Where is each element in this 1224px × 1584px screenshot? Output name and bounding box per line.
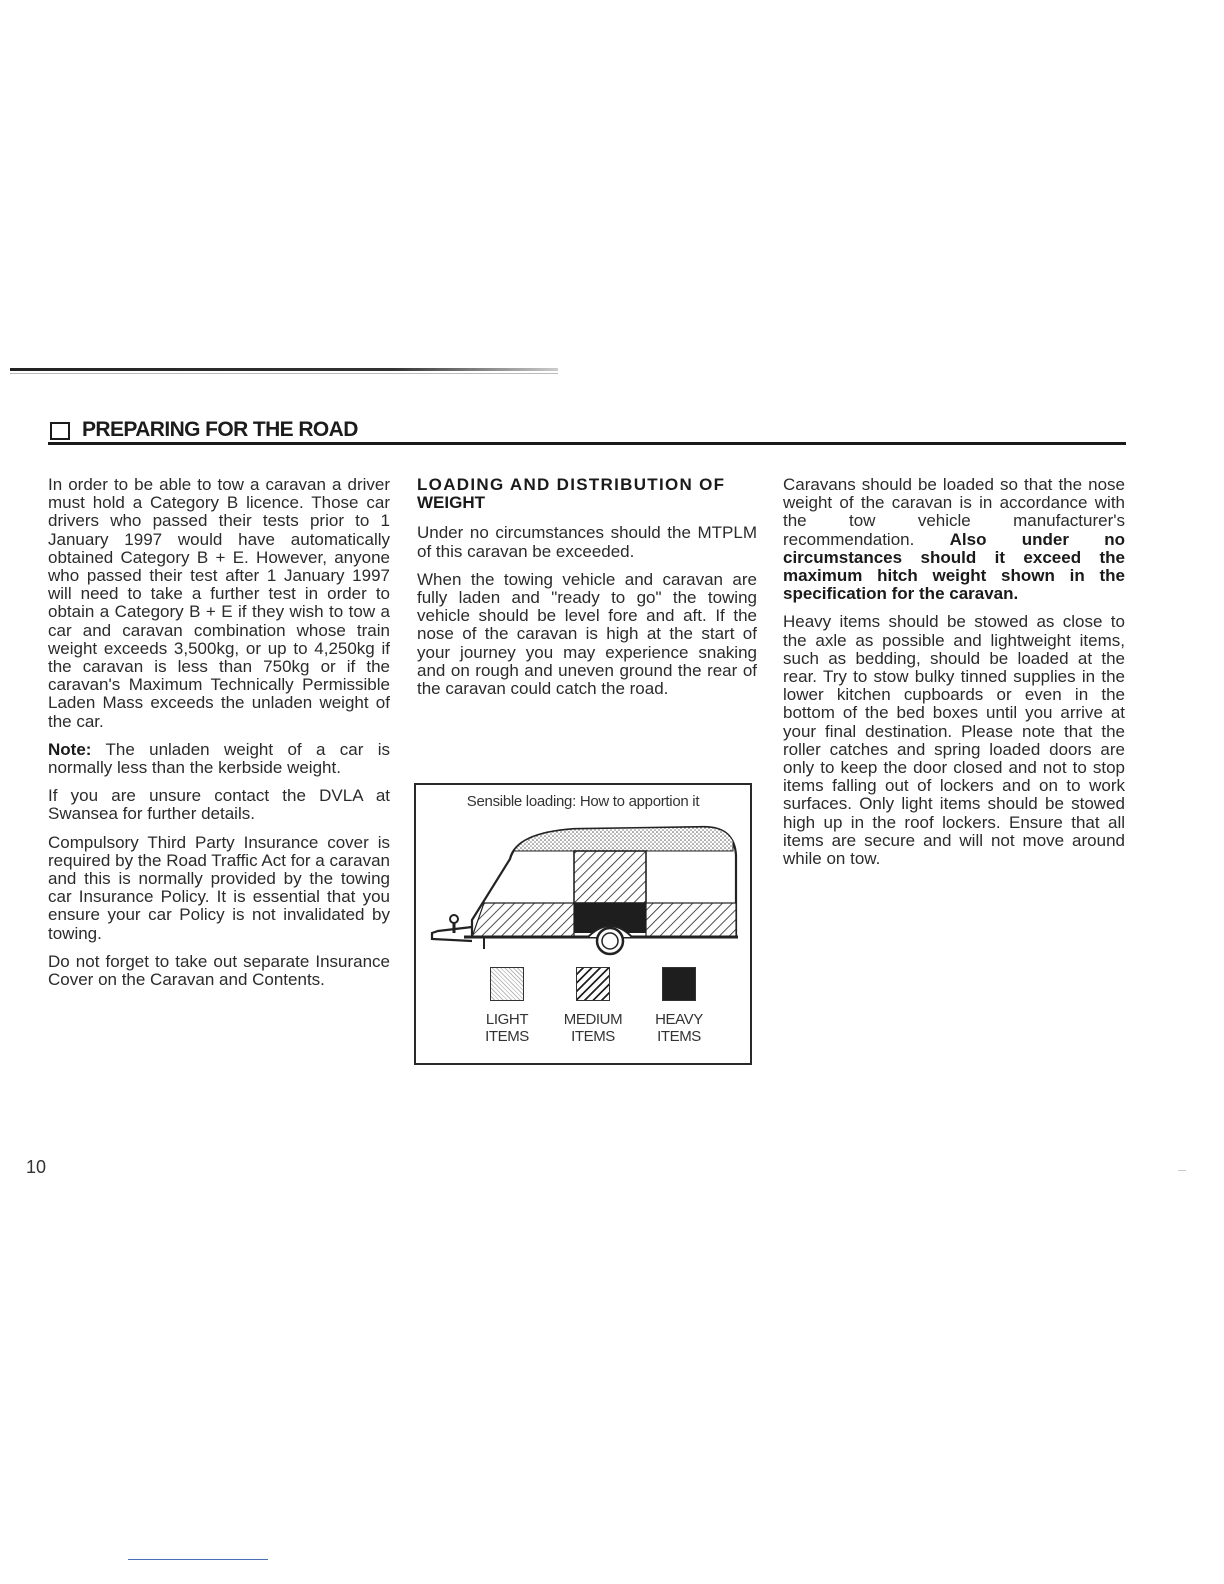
legend-light-label: LIGHT ITEMS xyxy=(485,1011,529,1045)
column-loading xyxy=(417,476,757,708)
dvla-paragraph: If you are unsure contact the DVLA at Swansea for further details. xyxy=(48,786,390,824)
top-rule-thin xyxy=(10,373,558,374)
caravan-diagram xyxy=(424,815,744,965)
hitch-weight-warning: Also under no circumstances should it exceed the maximum hitch weight shown in the specification for the caravan. xyxy=(783,529,1125,604)
nose-weight-paragraph xyxy=(783,476,1125,603)
licence-paragraph: In order to be able to tow a caravan a driver must hold a Category B licence. Those car drivers who passed their tests prior to 1 January 1997 would have automatically obtained Category B + E. However, anyone who passed their test after 1 January 1997 will need to take a further test in order to obtain a Category B + E if they wish to tow a car and caravan combination whose train weight exceeds 3,500kg, or up to 4,250kg if the caravan is less than 750kg or if the caravan's Maximum Technically Permissible Laden Mass exceeds the unladen weight of the car. xyxy=(48,475,390,731)
legend-light xyxy=(467,967,547,1045)
section-header xyxy=(48,418,1128,444)
loading-heading-line1: LOADING AND DISTRIBUTION OF xyxy=(417,475,726,494)
bottom-line xyxy=(128,1559,268,1560)
figure-caption: Sensible loading: How to apportion it xyxy=(466,793,700,810)
top-rule xyxy=(10,368,558,371)
medium-zone-rear-floor xyxy=(646,903,736,937)
mtplm-paragraph: Under no circumstances should the MTPLM of this caravan be exceeded. xyxy=(417,523,757,561)
level-paragraph: When the towing vehicle and caravan are fully laden and "ready to go" the towing vehicle should be level fore and aft. If the nose of the caravan is high at the start of your journey you may experience snaking and on rough and uneven ground the rear of the caravan could catch the road. xyxy=(417,569,757,699)
legend-medium xyxy=(553,967,633,1045)
section-title: PREPARING FOR THE ROAD xyxy=(82,418,358,441)
nose-weight-text: Caravans should be loaded so that the nose weight of the caravan is in accordance with the tow vehicle manufacturer's recommendation. xyxy=(783,475,1125,549)
edge-mark xyxy=(1178,1170,1186,1171)
page-number: 10 xyxy=(26,1157,47,1177)
medium-zone-centre xyxy=(574,851,646,903)
legend-heavy-label: HEAVY ITEMS xyxy=(655,1011,703,1045)
column-stowing xyxy=(783,476,1125,878)
medium-zone-front-floor xyxy=(472,903,574,937)
heavy-swatch xyxy=(662,967,696,1001)
note-text: The unladen weight of a car is normally less than the kerbside weight. xyxy=(48,739,390,778)
medium-swatch xyxy=(576,967,610,1001)
stowing-paragraph: Heavy items should be stowed as close to the axle as possible and lightweight items, such as bedding, should be loaded at the rear. Try to stow bulky tinned supplies in the lower kitchen cupboards or even in the bottom of the bed boxes until you arrive at your final destination. Please note that the roller catches and spring loaded doors are only to keep the door closed and not to stop items falling out of lockers and on to work surfaces. Only light items should be stowed high up in the roof lockers. Ensure that all items are secure and will not move around while on tow. xyxy=(783,612,1125,869)
section-checkbox-icon xyxy=(50,422,70,440)
loading-heading xyxy=(417,476,757,512)
separate-insurance-paragraph: Do not forget to take out separate Insurance Cover on the Caravan and Contents. xyxy=(48,951,390,990)
loading-heading-line2: WEIGHT xyxy=(417,493,485,513)
light-swatch xyxy=(490,967,524,1001)
legend-heavy xyxy=(639,967,719,1045)
column-licence-insurance xyxy=(48,476,390,999)
section-rule xyxy=(48,442,1126,445)
note-paragraph xyxy=(48,741,390,777)
insurance-paragraph: Compulsory Third Party Insurance cover is required by the Road Traffic Act for a caravan and this is normally provided by the towing car Insurance Policy. It is essential that you ensure your car Policy is not invalidated by towing. xyxy=(48,832,390,943)
loading-figure xyxy=(414,783,752,1065)
note-label: Note: xyxy=(48,739,92,759)
legend-medium-label: MEDIUM ITEMS xyxy=(563,1011,623,1045)
